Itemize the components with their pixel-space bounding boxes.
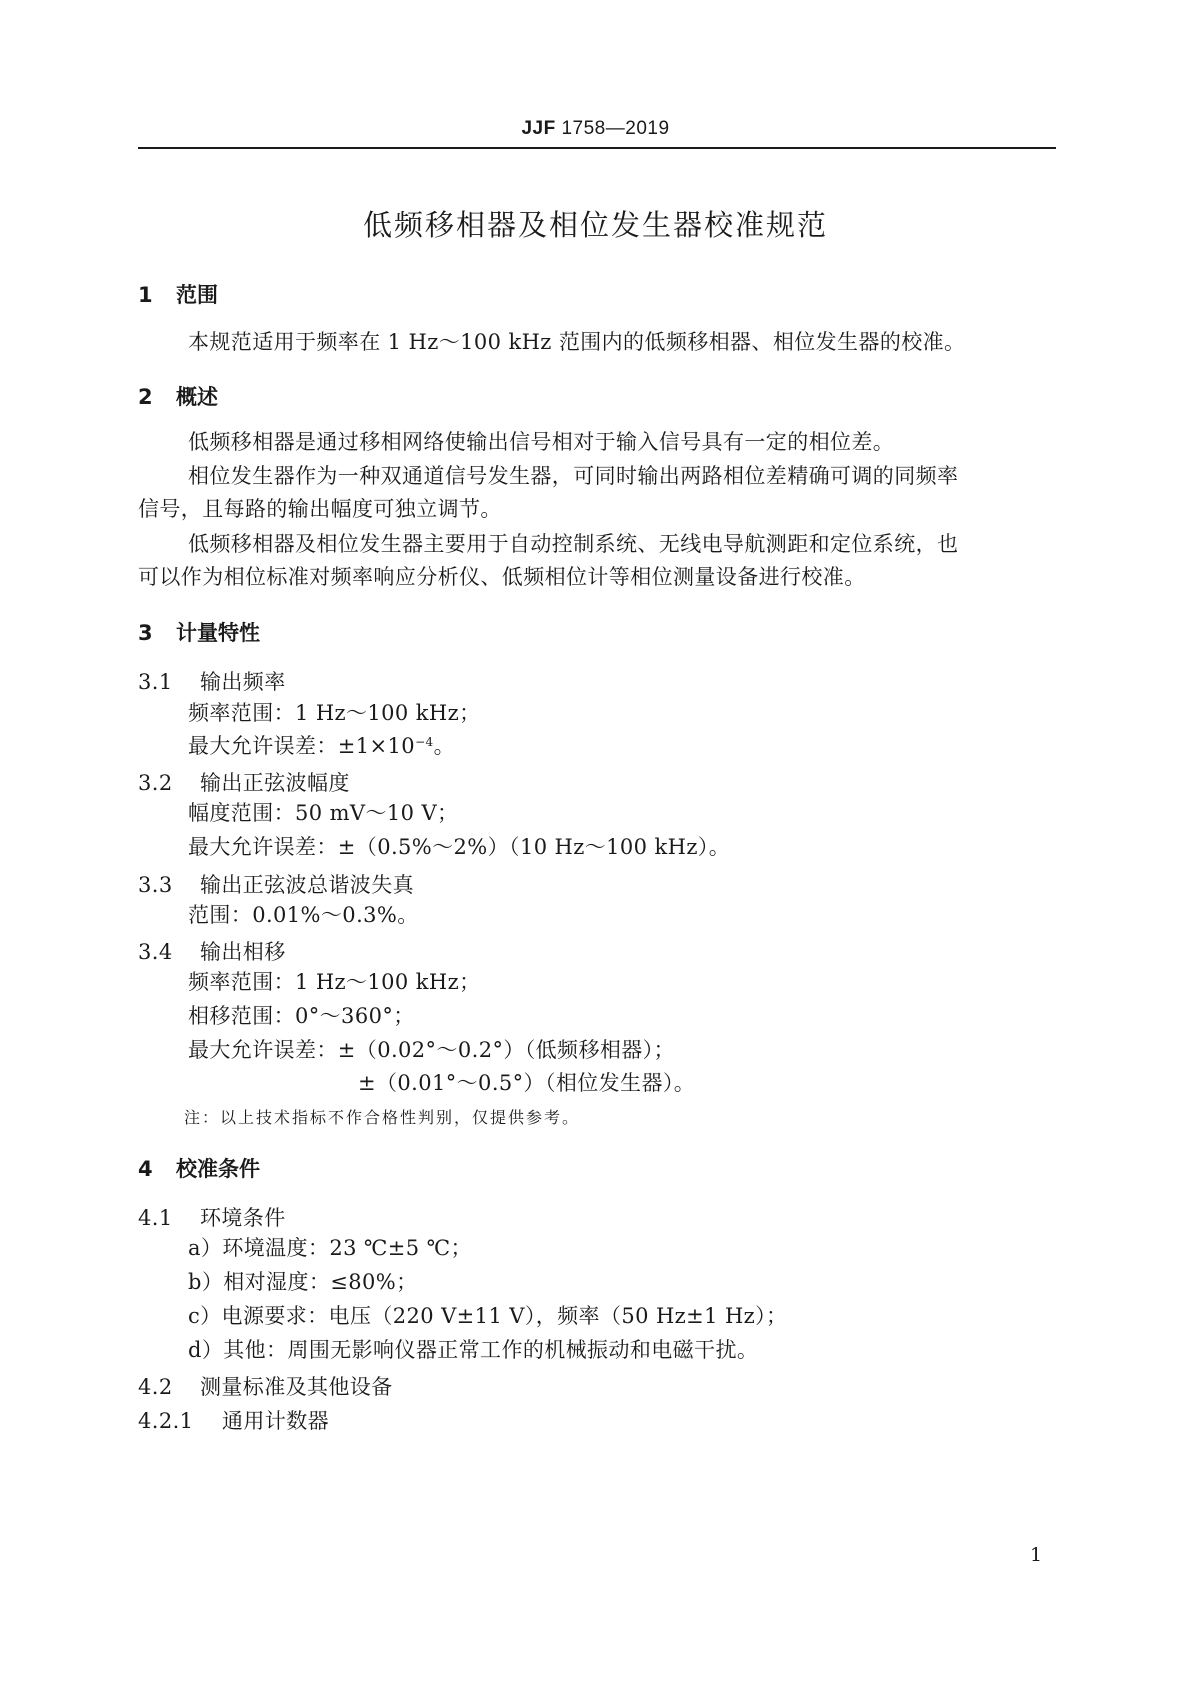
subsection-3-4-line-1: 频率范围：1 Hz～100 kHz； [188, 970, 481, 994]
subsection-3-4-line-2: 相移范围：0°～360°； [188, 1004, 415, 1028]
subsection-3-4-heading [138, 936, 286, 966]
section-title: 校准条件 [176, 1157, 260, 1181]
section-title: 概述 [176, 385, 218, 409]
subsection-3-2-heading [138, 767, 350, 797]
subsection-4-2-1-heading [138, 1405, 329, 1435]
subsection-3-2-line-2: 最大允许误差：±（0.5%～2%）（10 Hz～100 kHz）。 [188, 835, 731, 859]
standard-code [0, 118, 1191, 140]
section-2-paragraph-3-line-1: 低频移相器及相位发生器主要用于自动控制系统、无线电导航测距和定位系统，也 [188, 532, 959, 556]
subsection-3-3-line-1: 范围：0.01%～0.3%。 [188, 903, 419, 927]
subsection-4-1-heading [138, 1202, 286, 1232]
code-prefix: JJF [521, 118, 556, 139]
section-2-paragraph-2-line-2: 信号，且每路的输出幅度可独立调节。 [138, 497, 502, 521]
subsection-3-2-line-1: 幅度范围：50 mV～10 V； [188, 801, 459, 825]
subsection-title: 输出正弦波幅度 [200, 771, 350, 795]
subsection-number: 4.2.1 [138, 1409, 194, 1433]
subsection-title: 环境条件 [200, 1206, 286, 1230]
document-title: 低频移相器及相位发生器校准规范 [362, 208, 828, 242]
section-1-paragraph: 本规范适用于频率在 1 Hz～100 kHz 范围内的低频移相器、相位发生器的校准。 [188, 330, 966, 354]
section-2-paragraph-3-line-2: 可以作为相位标准对频率响应分析仪、低频相位计等相位测量设备进行校准。 [138, 565, 866, 589]
list-item-c: c）电源要求：电压（220 V±11 V），频率（50 Hz±1 Hz）； [188, 1304, 788, 1328]
section-2-heading [138, 381, 218, 411]
subsection-number: 3.3 [138, 873, 173, 897]
section-number: 4 [138, 1157, 153, 1181]
subsection-3-4-line-3: 最大允许误差：±（0.02°～0.2°）（低频移相器）； [188, 1038, 675, 1062]
subsection-number: 4.1 [138, 1206, 173, 1230]
exponent: −4 [415, 735, 434, 749]
subsection-title: 输出相移 [200, 940, 286, 964]
tolerance-text: 最大允许误差：±1×10 [188, 734, 416, 758]
subsection-4-2-heading [138, 1371, 393, 1401]
period: 。 [433, 734, 455, 758]
header-rule [138, 147, 1056, 149]
list-item-a: a）环境温度：23 ℃±5 ℃； [188, 1236, 472, 1260]
list-item-b: b）相对湿度：≤80%； [188, 1270, 418, 1294]
section-3-heading [138, 617, 260, 647]
subsection-3-1-line-2 [188, 734, 455, 759]
code-number: 1758—2019 [555, 118, 670, 139]
subsection-title: 输出频率 [200, 670, 286, 694]
subsection-3-1-line-1: 频率范围：1 Hz～100 kHz； [188, 701, 481, 725]
subsection-number: 3.4 [138, 940, 173, 964]
section-number: 3 [138, 621, 153, 645]
section-number: 1 [138, 283, 153, 307]
subsection-3-3-heading [138, 869, 414, 899]
section-2-paragraph-2-line-1: 相位发生器作为一种双通道信号发生器，可同时输出两路相位差精确可调的同频率 [188, 464, 959, 488]
subsection-number: 3.1 [138, 670, 173, 694]
section-number: 2 [138, 385, 153, 409]
section-title: 范围 [176, 283, 218, 307]
subsection-number: 3.2 [138, 771, 173, 795]
subsection-3-4-line-4: ±（0.01°～0.5°）（相位发生器）。 [358, 1071, 696, 1095]
section-2-paragraph-1: 低频移相器是通过移相网络使输出信号相对于输入信号具有一定的相位差。 [188, 430, 895, 454]
section-3-note: 注：以上技术指标不作合格性判别，仅提供参考。 [184, 1108, 581, 1127]
section-4-heading [138, 1153, 260, 1183]
section-title: 计量特性 [176, 621, 260, 645]
list-item-d: d）其他：周围无影响仪器正常工作的机械振动和电磁干扰。 [188, 1338, 759, 1362]
subsection-3-1-heading [138, 666, 286, 696]
subsection-title: 通用计数器 [222, 1409, 329, 1433]
subsection-number: 4.2 [138, 1375, 173, 1399]
section-1-heading [138, 279, 218, 309]
subsection-title: 测量标准及其他设备 [200, 1375, 393, 1399]
page-number: 1 [1030, 1544, 1043, 1566]
subsection-title: 输出正弦波总谐波失真 [200, 873, 414, 897]
